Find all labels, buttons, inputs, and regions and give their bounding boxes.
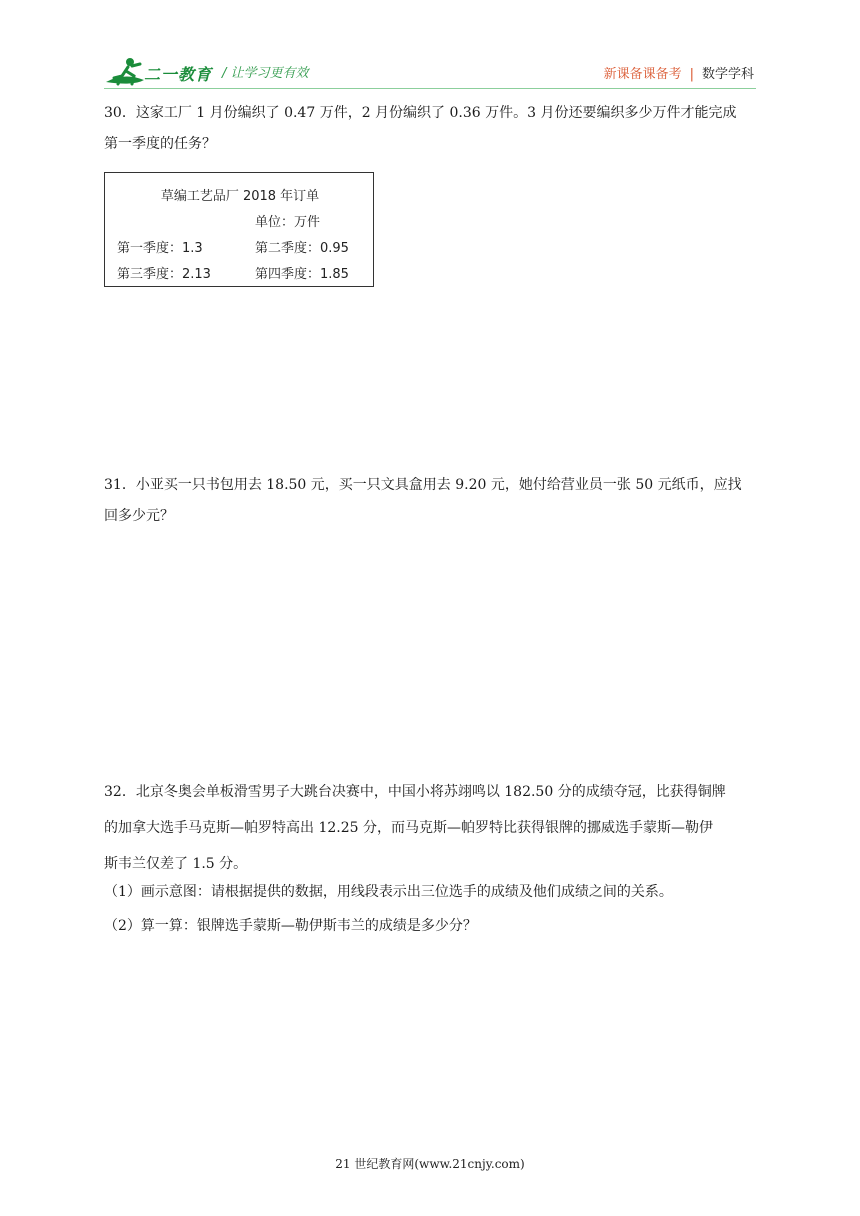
- question-32-line-1: 32．北京冬奥会单板滑雪男子大跳台决赛中，中国小将苏翊鸣以 182.50 分的成绩夺冠，比获得铜牌: [104, 784, 726, 800]
- order-table-cell: 第一季度：1.3: [117, 241, 203, 256]
- order-table: [104, 172, 374, 287]
- question-31-line-1: 31．小亚买一只书包用去 18.50 元，买一只文具盒用去 9.20 元，她付给营业员一张 50 元纸币，应找: [104, 477, 742, 493]
- question-30-line-2: 第一季度的任务？: [104, 136, 216, 152]
- header-separator: |: [689, 67, 694, 82]
- order-table-cell: 第二季度：0.95: [255, 241, 349, 256]
- question-32: [104, 774, 764, 882]
- header-subject: [604, 63, 754, 82]
- question-31: [104, 470, 764, 532]
- question-31-line-2: 回多少元？: [104, 508, 174, 524]
- header-divider: [104, 88, 756, 89]
- question-30-line-1: 30．这家工厂 1 月份编织了 0.47 万件，2 月份编织了 0.36 万件。3 月份还要编织多少万件才能完成: [104, 105, 737, 121]
- page-header: [0, 0, 860, 95]
- question-30: [104, 98, 764, 160]
- question-32-part-1: （1）画示意图：请根据提供的数据，用线段表示出三位选手的成绩及他们成绩之间的关系。: [104, 884, 673, 900]
- logo-text: 二一教育: [144, 65, 213, 84]
- question-32-line-2: 的加拿大选手马克斯—帕罗特高出 12.25 分，而马克斯—帕罗特比获得银牌的挪威选手蒙斯—勒伊: [104, 820, 713, 836]
- order-table-cell: 第三季度：2.13: [117, 267, 211, 282]
- header-course-label: 新课备课备考: [603, 67, 682, 82]
- order-table-unit: 单位：万件: [255, 215, 321, 230]
- question-32-line-3: 斯韦兰仅差了 1.5 分。: [104, 856, 248, 872]
- slogan: / 让学习更有效: [222, 66, 309, 81]
- order-table-title: 草编工艺品厂 2018 年订单: [160, 189, 320, 204]
- page-footer: 21 世纪教育网(www.21cnjy.com): [335, 1157, 525, 1171]
- header-subject-label: 数学学科: [701, 67, 754, 82]
- question-32-part-2: （2）算一算：银牌选手蒙斯—勒伊斯韦兰的成绩是多少分？: [104, 918, 477, 934]
- order-table-cell: 第四季度：1.85: [255, 267, 349, 282]
